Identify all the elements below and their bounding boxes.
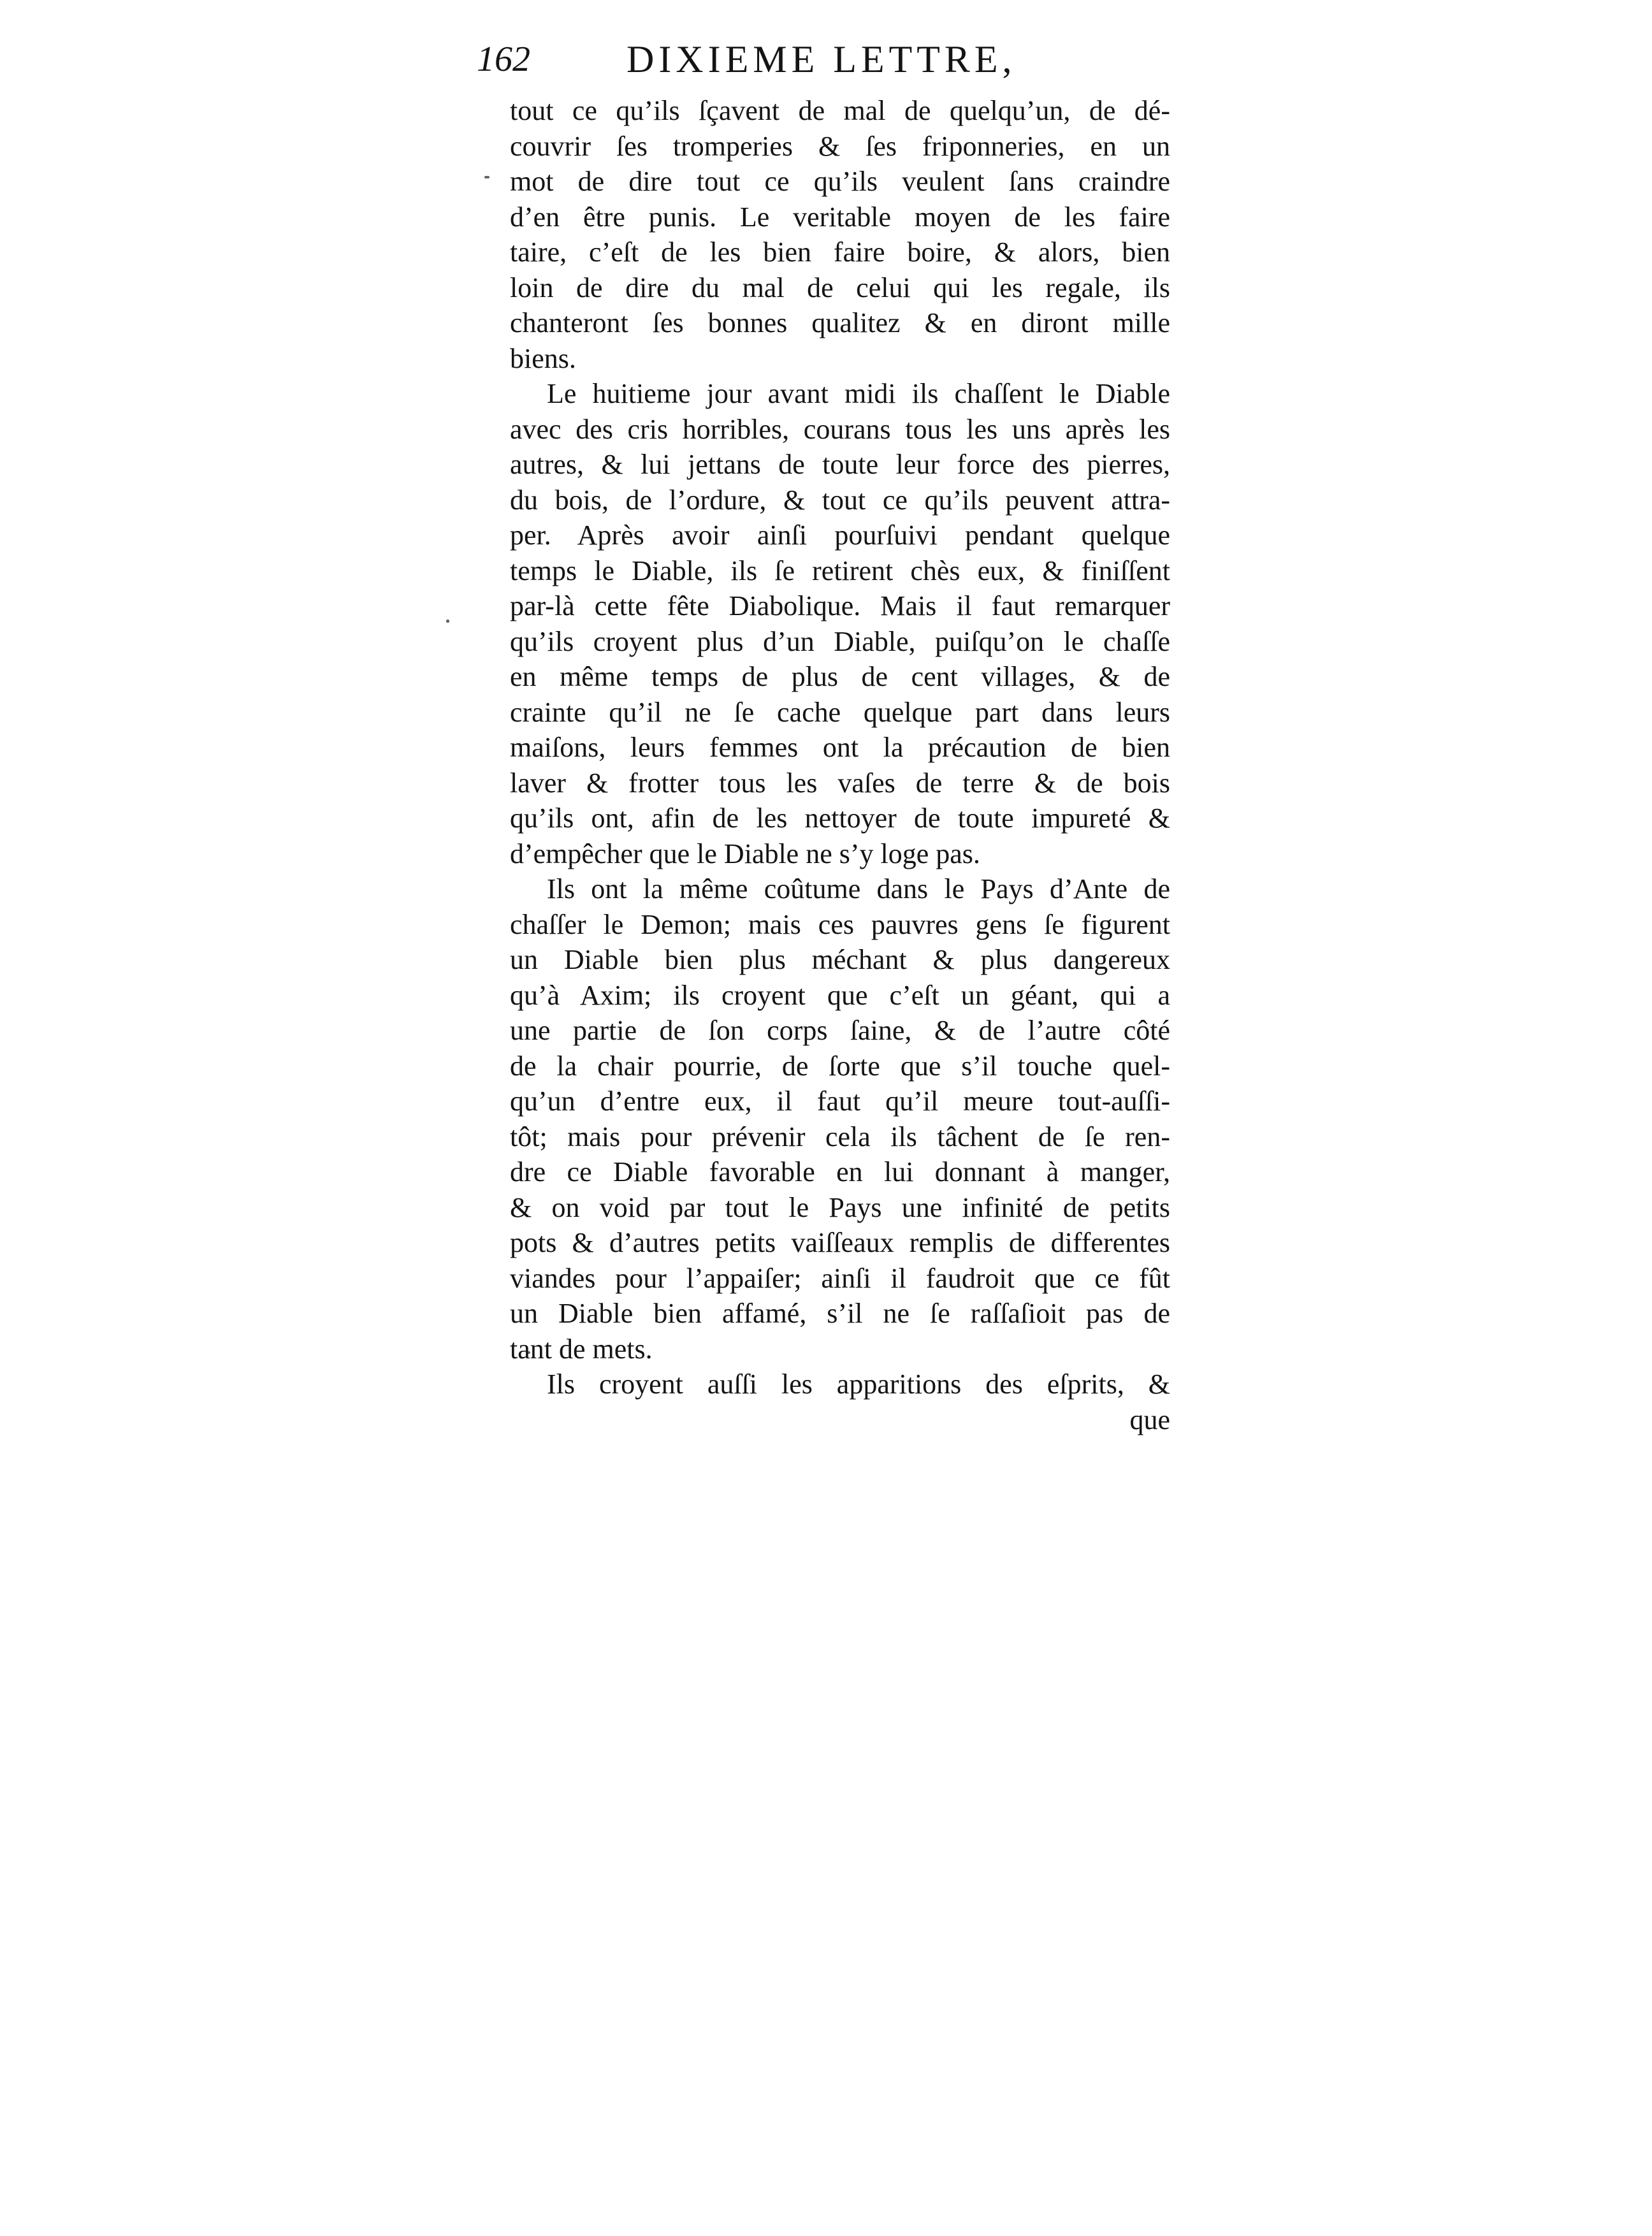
text-line: en même temps de plus de cent villages, & de — [510, 661, 1170, 692]
text-line: d’en être punis. Le veritable moyen de les faire — [510, 201, 1170, 233]
text-line: qu’ils ont, afin de les nettoyer de toute impureté & — [510, 802, 1170, 834]
text-line: Ils ont la même coûtume dans le Pays d’Ante de — [547, 873, 1170, 904]
text-line: Ils croyent auſſi les apparitions des eſprits, & — [547, 1368, 1170, 1400]
text-line: d’empêcher que le Diable ne s’y loge pas. — [510, 838, 980, 869]
text-line: mot de dire tout ce qu’ils veulent ſans craindre — [510, 166, 1170, 197]
margin-mark — [446, 620, 449, 623]
text-line: biens. — [510, 342, 576, 374]
text-line: tant de mets. — [510, 1333, 653, 1365]
page-number: 162 — [477, 40, 530, 79]
text-line: taire, c’eſt de les bien faire boire, & alors, bien — [510, 236, 1170, 268]
text-line: crainte qu’il ne ſe cache quelque part dans leurs — [510, 696, 1170, 728]
text-line: qu’à Axim; ils croyent que c’eſt un géant, qui a — [510, 979, 1170, 1011]
text-line: qu’ils croyent plus d’un Diable, puiſqu’on le chaſſe — [510, 625, 1170, 657]
text-line: & on void par tout le Pays une infinité de petits — [510, 1191, 1170, 1223]
running-title: DIXIEME LETTRE, — [627, 38, 1017, 80]
text-line: pots & d’autres petits vaiſſeaux remplis de differentes — [510, 1227, 1170, 1258]
text-line: tôt; mais pour prévenir cela ils tâchent de ſe ren- — [510, 1121, 1170, 1152]
text-line: dre ce Diable favorable en lui donnant à manger, — [510, 1156, 1170, 1187]
text-line: couvrir ſes tromperies & ſes friponneries, en un — [510, 130, 1170, 162]
text-line: chanteront ſes bonnes qualitez & en diront mille — [510, 307, 1170, 338]
text-line: Le huitieme jour avant midi ils chaſſent le Diable — [547, 378, 1170, 409]
text-line: du bois, de l’ordure, & tout ce qu’ils peuvent attra- — [510, 484, 1170, 516]
text-line: per. Après avoir ainſi pourſuivi pendant quelque — [510, 519, 1170, 551]
text-line: un Diable bien plus méchant & plus dangereux — [510, 944, 1170, 975]
margin-mark — [484, 176, 489, 178]
text-line: maiſons, leurs femmes ont la précaution de bien — [510, 732, 1170, 763]
text-line: tout ce qu’ils ſçavent de mal de quelqu’un, de dé- — [510, 95, 1170, 126]
text-line: qu’un d’entre eux, il faut qu’il meure tout-auſſi- — [510, 1085, 1170, 1117]
text-line: une partie de ſon corps ſaine, & de l’autre côté — [510, 1015, 1170, 1046]
text-line: un Diable bien affamé, s’il ne ſe raſſaſioit pas de — [510, 1298, 1170, 1329]
text-line: autres, & lui jettans de toute leur force des pierres, — [510, 449, 1170, 480]
catchword: que — [1129, 1404, 1170, 1435]
text-line: chaſſer le Demon; mais ces pauvres gens ſe figurent — [510, 908, 1170, 940]
body-text — [510, 93, 1170, 1437]
text-line: laver & frotter tous les vaſes de terre & de bois — [510, 767, 1170, 799]
text-line: loin de dire du mal de celui qui les regale, ils — [510, 272, 1170, 303]
text-line: viandes pour l’appaiſer; ainſi il faudroit que ce fût — [510, 1262, 1170, 1294]
text-line: temps le Diable, ils ſe retirent chès eux, & finiſſent — [510, 555, 1170, 586]
page-header — [477, 31, 1089, 88]
text-line: de la chair pourrie, de ſorte que s’il touche quel- — [510, 1050, 1170, 1082]
text-line: avec des cris horribles, courans tous les uns après les — [510, 413, 1170, 445]
text-line: par-là cette fête Diabolique. Mais il faut remarquer — [510, 590, 1170, 621]
